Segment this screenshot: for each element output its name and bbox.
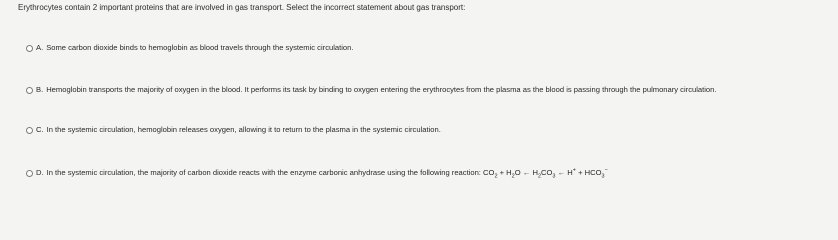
eq-plus: + <box>575 168 585 177</box>
option-a-letter: A. <box>36 43 44 52</box>
eq-arrow: ← <box>555 168 568 177</box>
eq-hco3: HCO <box>584 168 602 177</box>
option-b-radio[interactable] <box>26 87 33 94</box>
eq-arrow: ← <box>520 168 533 177</box>
option-c-text: In the systemic circulation, hemoglobin releases oxygen, allowing it to return to the plasma in the systemic circulation. <box>46 125 441 134</box>
eq-h2co3-co: CO <box>541 168 553 177</box>
eq-co2: CO <box>483 168 495 177</box>
reaction-equation <box>481 168 608 178</box>
option-a[interactable] <box>26 43 353 53</box>
eq-hco3-sub: 3 <box>601 173 605 180</box>
option-d[interactable] <box>26 168 608 178</box>
option-a-text: Some carbon dioxide binds to hemoglobin as blood travels through the systemic circulation. <box>46 43 354 52</box>
option-b[interactable] <box>26 85 716 95</box>
option-c[interactable] <box>26 125 441 135</box>
eq-h2o-o: O <box>514 168 521 177</box>
eq-h2o-h: H <box>506 168 512 177</box>
option-c-letter: C. <box>36 125 44 134</box>
eq-co2-sub: 2 <box>494 173 498 180</box>
eq-h-ion: H <box>567 168 573 177</box>
eq-h2co3-sub2: 3 <box>552 173 556 180</box>
eq-h2co3-sub1: 2 <box>537 173 541 180</box>
option-a-radio[interactable] <box>26 45 33 52</box>
eq-plus: + <box>497 168 507 177</box>
eq-h-ion-sup: + <box>572 167 576 174</box>
option-d-letter: D. <box>36 168 44 177</box>
eq-h2o-sub: 2 <box>511 173 515 180</box>
eq-h2co3-h: H <box>532 168 538 177</box>
option-c-radio[interactable] <box>26 127 33 134</box>
question-text: Erythrocytes contain 2 important proteins that are involved in gas transport. Select the incorrect statement about gas transport: <box>18 3 466 12</box>
option-b-text: Hemoglobin transports the majority of oxygen in the blood. It performs its task by binding to oxygen entering the erythrocytes from the plasma as the blood is passing through the pulmonary circulation. <box>46 85 717 94</box>
option-b-letter: B. <box>36 85 44 94</box>
eq-hco3-sup: − <box>604 167 608 174</box>
option-d-text: In the systemic circulation, the majority of carbon dioxide reacts with the enzyme carbonic anhydrase using the following reaction: <box>46 168 481 177</box>
option-d-radio[interactable] <box>26 170 33 177</box>
